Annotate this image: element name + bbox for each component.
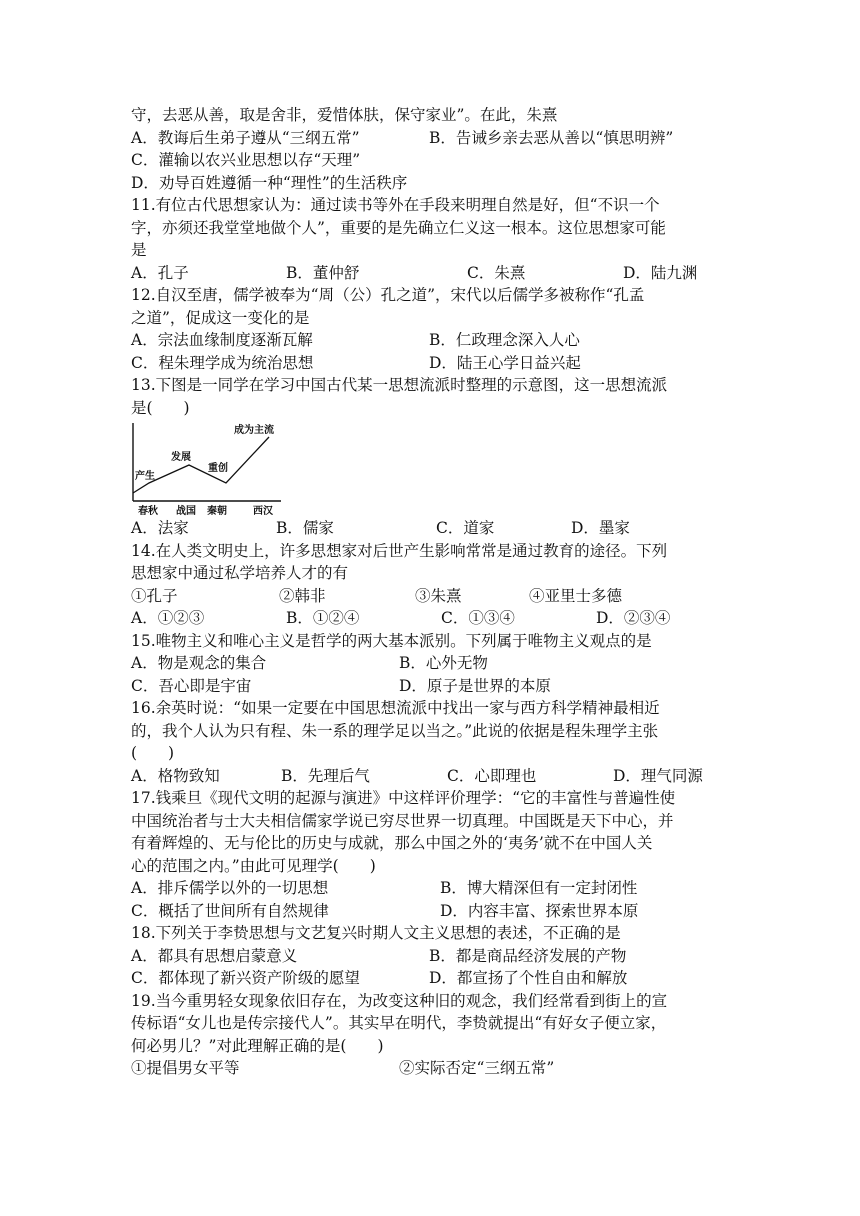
q18-stem: 18.下列关于李贽思想与文艺复兴时期人文主义思想的表述，不正确的是	[131, 924, 621, 942]
option-a: A．孔子	[131, 263, 189, 282]
diagram-svg	[131, 421, 291, 517]
option-b: B．儒家	[276, 519, 334, 537]
intro-line: 守，去恶从善，取是舍非，爱惜体肤，保守家业”。在此，朱熹	[131, 106, 558, 124]
option-d: D．原子是世界的本原	[399, 676, 551, 695]
option-a: A．法家	[131, 519, 189, 537]
intro-options-ab	[131, 127, 731, 150]
stage-label: 重创	[208, 463, 228, 474]
option-b: B．先理后气	[281, 766, 370, 785]
q12-options-ab	[131, 329, 731, 352]
q12-stem: 之道”，促成这一变化的是	[131, 308, 310, 327]
q17-stem: 有着辉煌的、无与伦比的历史与成就，那么中国之外的‘夷务’就不在中国人关	[131, 834, 653, 852]
option-c: C．都体现了新兴资产阶级的愿望	[131, 969, 360, 987]
option-a: A．都具有思想启蒙意义	[131, 946, 298, 965]
period-label: 春秋	[138, 506, 158, 517]
q12-stem: 12.自汉至唐，儒学被奉为“周（公）孔之道”，宋代以后儒学多被称作“孔孟	[131, 286, 645, 304]
item-2: ②韩非	[279, 586, 326, 605]
item-1: ①孔子	[131, 586, 178, 605]
option-d: D．内容丰富、探索世界本原	[440, 901, 639, 920]
q17-options-cd	[131, 900, 731, 923]
option-c: C．概括了世间所有自然规律	[131, 901, 329, 920]
option-d: D．陆九渊	[623, 263, 698, 282]
option-d: D．都宣扬了个性自由和解放	[429, 969, 628, 987]
q19-stem: 19.当今重男轻女现象依旧存在，为改变这种旧的观念，我们经常看到街上的宣	[131, 991, 668, 1010]
q19-stem: 传标语“女儿也是传宗接代人”。其实早在明代，李贽就提出“有好女子便立家，	[131, 1014, 667, 1032]
q19-stem: 何必男儿？”对此理解正确的是( )	[131, 1036, 384, 1055]
option-a: A．宗法血缘制度逐渐瓦解	[131, 331, 313, 349]
q12-options-cd	[131, 352, 731, 375]
q13-stem: 13.下图是一同学在学习中国古代某一思想流派时整理的示意图，这一思想流派	[131, 376, 668, 394]
option-c: C．程朱理学成为统治思想	[131, 353, 314, 372]
thought-school-diagram	[131, 421, 731, 517]
option-c: C．①③④	[441, 609, 515, 627]
option-a: A．教诲后生弟子遵从“三纲五常”	[131, 128, 360, 147]
diagram-trend-line	[133, 437, 269, 493]
option-b: B．仁政理念深入人心	[429, 331, 580, 349]
option-d: D．墨家	[571, 519, 630, 537]
q11-options	[131, 262, 731, 285]
item-1: ①提倡男女平等	[131, 1059, 240, 1077]
stage-label: 发展	[171, 452, 191, 463]
q14-stem: 14.在人类文明史上，许多思想家对后世产生影响常常是通过教育的途径。下列	[131, 541, 668, 560]
option-b: B．①②④	[286, 609, 360, 627]
option-b: B．告诫乡亲去恶从善以“慎思明辨”	[429, 128, 674, 147]
q16-options	[131, 765, 731, 788]
option-b: B．都是商品经济发展的产物	[429, 946, 627, 965]
item-4: ④亚里士多德	[529, 586, 623, 605]
option-d: D．陆王心学日益兴起	[429, 353, 581, 372]
q18-options-ab	[131, 945, 731, 968]
option-c: C．朱熹	[467, 263, 526, 282]
q15-options-ab	[131, 652, 731, 675]
option-c: C．道家	[436, 519, 495, 537]
option-b: B．博大精深但有一定封闭性	[440, 879, 638, 897]
q11-stem: 是	[131, 241, 147, 259]
option-b: B．心外无物	[399, 654, 488, 672]
exam-page	[131, 104, 731, 1080]
q11-stem: 11.有位古代思想家认为：通过读书等外在手段来明理自然是好，但“不识一个	[131, 196, 660, 214]
option-b: B．董仲舒	[286, 263, 360, 282]
option-a: A．排斥儒学以外的一切思想	[131, 879, 329, 897]
item-2: ②实际否定“三纲五常”	[399, 1059, 555, 1077]
item-3: ③朱熹	[415, 586, 462, 605]
q13-stem: 是( )	[131, 398, 190, 417]
q19-items	[131, 1057, 731, 1080]
q17-stem: 17.钱乘旦《现代文明的起源与演进》中这样评价理学：“它的丰富性与普遍性使	[131, 789, 676, 807]
q11-stem: 字，亦须还我堂堂地做个人”，重要的是先确立仁义这一根本。这位思想家可能	[131, 218, 666, 237]
q18-options-cd	[131, 967, 731, 990]
q16-stem: 16.余英时说：“如果一定要在中国思想流派中找出一家与西方科学精神最相近	[131, 699, 660, 717]
q17-stem: 中国统治者与士大夫相信儒家学说已穷尽世界一切真理。中国既是天下中心，并	[131, 811, 674, 830]
option-a: A．格物致知	[131, 766, 220, 785]
period-label: 秦朝	[207, 506, 227, 517]
q16-stem: 的，我个人认为只有程、朱一系的理学足以当之。”此说的依据是程朱理学主张	[131, 721, 659, 740]
option-c: C．吾心即是宇宙	[131, 676, 252, 695]
q14-stem: 思想家中通过私学培养人才的有	[131, 564, 349, 582]
option-c: C．灌输以农兴业思想以存“天理”	[131, 151, 361, 169]
option-a: A．①②③	[131, 609, 205, 627]
stage-label: 产生	[135, 471, 155, 482]
q14-items	[131, 585, 731, 608]
q16-stem: ( )	[131, 744, 175, 762]
q14-options	[131, 607, 731, 630]
q13-options	[131, 517, 731, 540]
option-d: D．劝导百姓遵循一种“理性”的生活秩序	[131, 173, 408, 192]
q17-options-ab	[131, 877, 731, 900]
stage-label: 成为主流	[234, 425, 274, 436]
q15-stem: 15.唯物主义和唯心主义是哲学的两大基本派别。下列属于唯物主义观点的是	[131, 631, 652, 650]
option-c: C．心即理也	[447, 766, 537, 785]
option-d: D．理气同源	[613, 766, 703, 785]
period-label: 战国	[176, 506, 196, 517]
q15-options-cd	[131, 675, 731, 698]
period-label: 西汉	[253, 506, 273, 517]
q17-stem: 心的范围之内。”由此可见理学( )	[131, 856, 376, 875]
option-d: D．②③④	[596, 609, 671, 627]
option-a: A．物是观念的集合	[131, 654, 267, 672]
